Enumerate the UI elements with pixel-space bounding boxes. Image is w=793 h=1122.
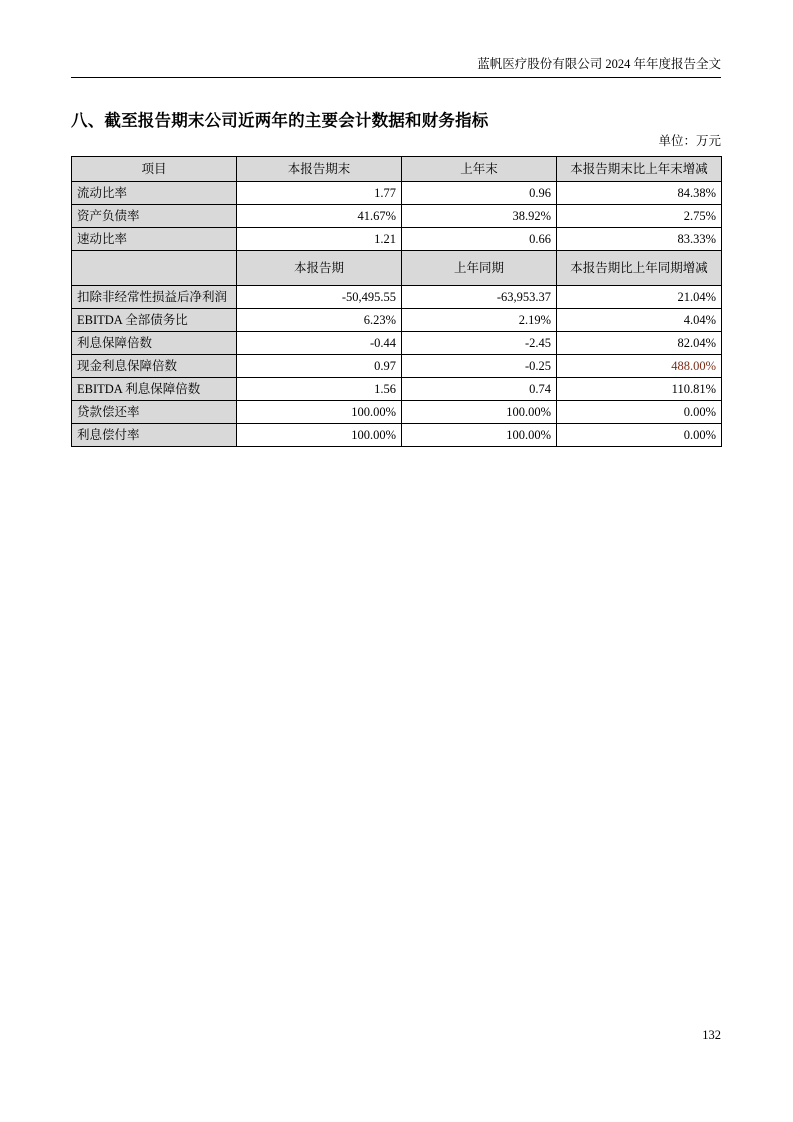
row-label: 贷款偿还率 bbox=[72, 401, 237, 424]
header-divider bbox=[71, 77, 721, 78]
column-header-item: 项目 bbox=[72, 157, 237, 182]
row-value-current: 41.67% bbox=[237, 205, 402, 228]
row-value-change: 110.81% bbox=[557, 378, 722, 401]
row-label: 利息偿付率 bbox=[72, 424, 237, 447]
row-value-current: 1.56 bbox=[237, 378, 402, 401]
running-header: 蓝帆医疗股份有限公司 2024 年年度报告全文 bbox=[477, 57, 721, 71]
column-header-current: 本报告期末 bbox=[237, 157, 402, 182]
table-row bbox=[72, 424, 722, 447]
row-value-previous: 100.00% bbox=[402, 424, 557, 447]
row-value-change: 21.04% bbox=[557, 286, 722, 309]
row-value-current: 1.77 bbox=[237, 182, 402, 205]
row-value-previous: 38.92% bbox=[402, 205, 557, 228]
row-label: 速动比率 bbox=[72, 228, 237, 251]
row-value-current: 100.00% bbox=[237, 424, 402, 447]
table-header-row-period-end bbox=[72, 157, 722, 182]
row-value-previous: 0.96 bbox=[402, 182, 557, 205]
row-label: 扣除非经常性损益后净利润 bbox=[72, 286, 237, 309]
row-label: EBITDA 利息保障倍数 bbox=[72, 378, 237, 401]
row-label: EBITDA 全部债务比 bbox=[72, 309, 237, 332]
table-row bbox=[72, 228, 722, 251]
table-row bbox=[72, 401, 722, 424]
table-row bbox=[72, 355, 722, 378]
table-row bbox=[72, 309, 722, 332]
row-value-current: 6.23% bbox=[237, 309, 402, 332]
column-header-previous: 上年末 bbox=[402, 157, 557, 182]
table-row bbox=[72, 332, 722, 355]
row-value-previous: 0.74 bbox=[402, 378, 557, 401]
row-value-change: 2.75% bbox=[557, 205, 722, 228]
row-value-previous: 2.19% bbox=[402, 309, 557, 332]
column-header-item-blank bbox=[72, 251, 237, 286]
row-value-current: 100.00% bbox=[237, 401, 402, 424]
unit-note: 单位：万元 bbox=[658, 134, 721, 148]
row-value-previous: 0.66 bbox=[402, 228, 557, 251]
row-label: 现金利息保障倍数 bbox=[72, 355, 237, 378]
table-row bbox=[72, 205, 722, 228]
row-value-previous: -0.25 bbox=[402, 355, 557, 378]
row-label: 利息保障倍数 bbox=[72, 332, 237, 355]
row-value-change: 83.33% bbox=[557, 228, 722, 251]
row-value-change: 0.00% bbox=[557, 424, 722, 447]
row-value-change-highlighted: 488.00% bbox=[557, 355, 722, 378]
column-header-previous: 上年同期 bbox=[402, 251, 557, 286]
page-title: 八、截至报告期末公司近两年的主要会计数据和财务指标 bbox=[71, 111, 489, 131]
row-value-previous: -2.45 bbox=[402, 332, 557, 355]
row-value-change: 84.38% bbox=[557, 182, 722, 205]
column-header-current: 本报告期 bbox=[237, 251, 402, 286]
row-value-current: -50,495.55 bbox=[237, 286, 402, 309]
table-body bbox=[72, 157, 722, 447]
row-label: 资产负债率 bbox=[72, 205, 237, 228]
table-header-row-period bbox=[72, 251, 722, 286]
table-row bbox=[72, 182, 722, 205]
row-value-change: 82.04% bbox=[557, 332, 722, 355]
financial-indicators-table bbox=[71, 156, 722, 447]
table-row bbox=[72, 286, 722, 309]
table-row bbox=[72, 378, 722, 401]
row-value-change: 0.00% bbox=[557, 401, 722, 424]
row-value-change: 4.04% bbox=[557, 309, 722, 332]
row-value-current: 0.97 bbox=[237, 355, 402, 378]
column-header-change: 本报告期末比上年末增减 bbox=[557, 157, 722, 182]
row-value-previous: -63,953.37 bbox=[402, 286, 557, 309]
row-value-current: -0.44 bbox=[237, 332, 402, 355]
row-value-current: 1.21 bbox=[237, 228, 402, 251]
row-label: 流动比率 bbox=[72, 182, 237, 205]
page-number: 132 bbox=[702, 1028, 721, 1042]
column-header-change: 本报告期比上年同期增减 bbox=[557, 251, 722, 286]
row-value-previous: 100.00% bbox=[402, 401, 557, 424]
